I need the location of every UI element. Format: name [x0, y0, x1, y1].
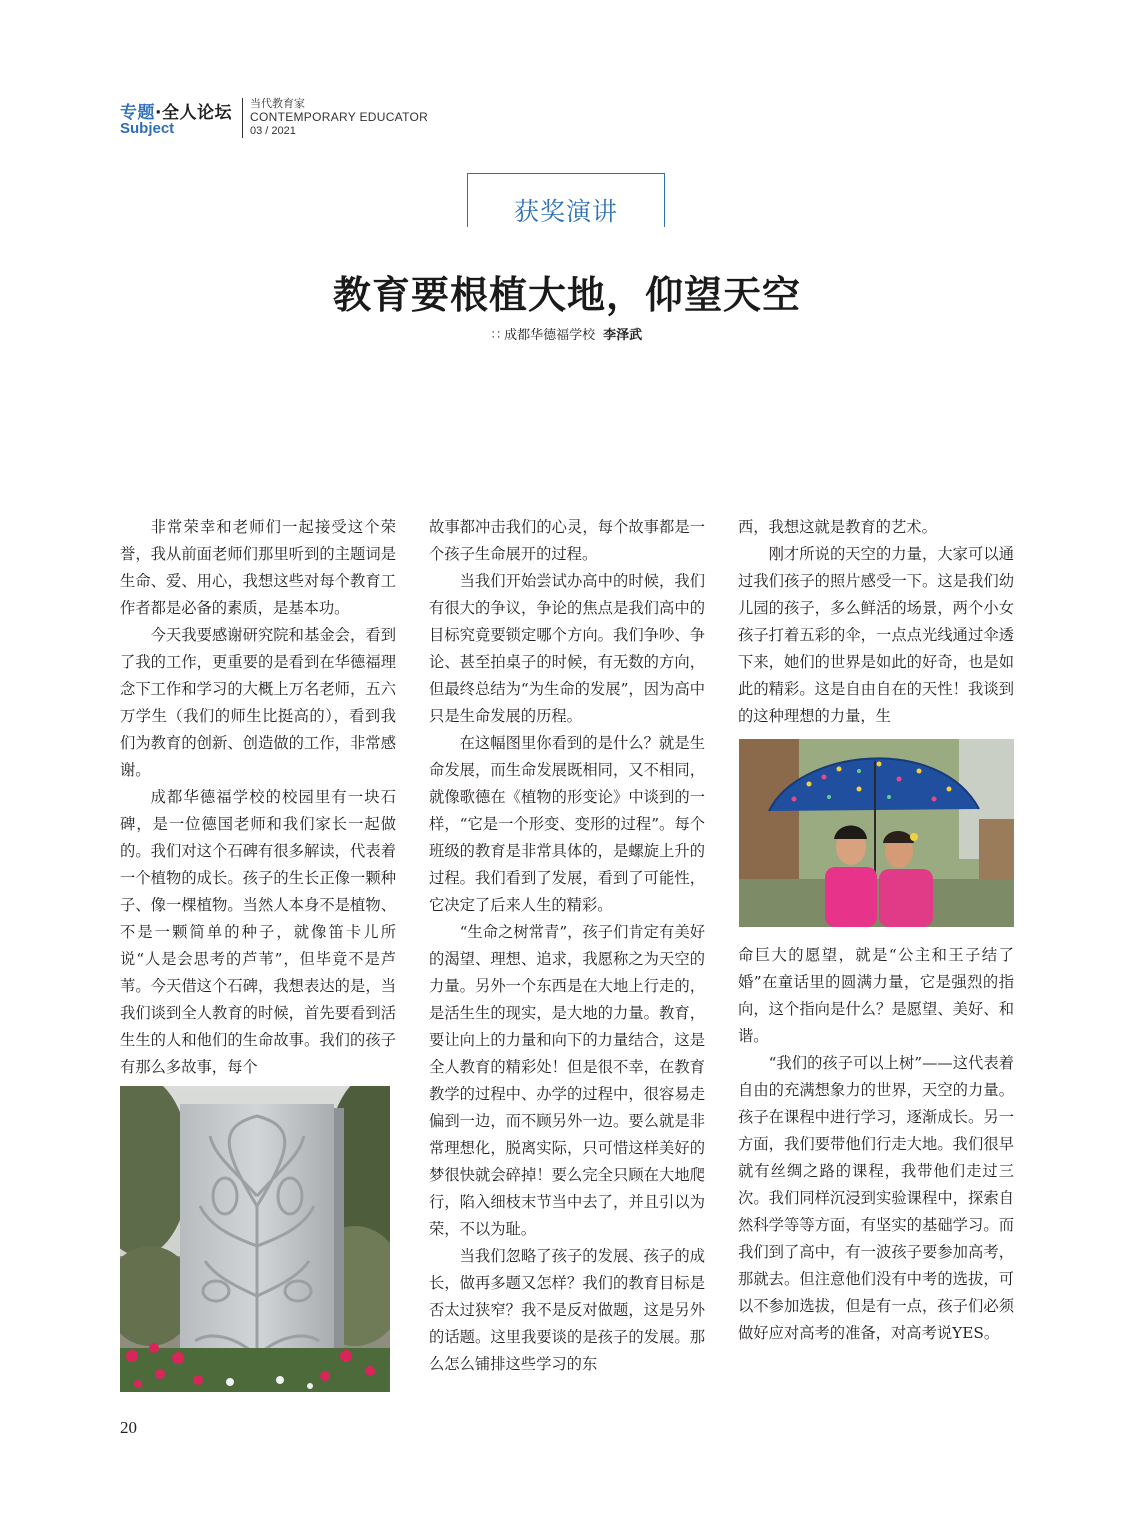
paragraph: 今天我要感谢研究院和基金会，看到了我的工作，更重要的是看到在华德福理念下工作和学习的大概上万名老师，五六万学生（我们的师生比挺高的），看到我们为教育的创新、创造做的工作，非常感谢。: [120, 626, 396, 779]
text-column-3-bottom: [738, 942, 1014, 1347]
header-divider: [242, 98, 243, 138]
byline: [0, 324, 1134, 343]
text-column-2: [429, 514, 705, 1378]
paragraph: 在这幅图里你看到的是什么？就是生命发展，而生命发展既相同，又不相同，就像歌德在《植物的形变论》中谈到的一样，“它是一个形变、变形的过程”。每个班级的教育是非常具体的，是螺旋上升的过程。我们看到了发展，看到了可能性，它决定了后来人生的精彩。: [429, 734, 705, 914]
page-number: 20: [120, 1418, 137, 1437]
children-umbrella-photo: [739, 739, 1014, 927]
paragraph: “我们的孩子可以上树”——这代表着自由的充满想象力的世界，天空的力量。孩子在课程中进行学习，逐渐成长。另一方面，我们要带他们行走大地。我们很早就有丝绸之路的课程，我带他们走过三次。我们同样沉浸到实验课程中，探索自然科学等等方面，有坚实的基础学习。而我们到了高中，有一波孩子要参加高考，那就去。但注意他们没有中考的选拔，可以不参加选拔，但是有一点，孩子们必须做好应对高考的准备，对高考说YES。: [738, 1054, 1014, 1342]
issue-number: 03 / 2021: [250, 125, 296, 137]
paragraph: 当我们忽略了孩子的发展、孩子的成长，做再多题又怎样？我们的教育目标是否太过狭窄？我不是反对做题，这是另外的话题。这里我要谈的是孩子的发展。那么怎么铺排这些学习的东: [429, 1247, 705, 1373]
paragraph: 刚才所说的天空的力量，大家可以通过我们孩子的照片感受一下。这是我们幼儿园的孩子，多么鲜活的场景，两个小女孩子打着五彩的伞，一点点光线通过伞透下来，她们的世界是如此的好奇，也是如此的精彩。这是自由自在的天性！我谈到的这种理想的力量，生: [738, 545, 1014, 725]
byline-author: 李泽武: [603, 328, 643, 343]
column-name-en: Subject: [120, 120, 175, 137]
paragraph: 西，我想这就是教育的艺术。: [738, 518, 937, 536]
section-label: 获奖演讲: [513, 197, 618, 226]
column-name-rest: ·全人论坛: [155, 103, 232, 123]
byline-school: 成都华德福学校: [504, 328, 596, 343]
text-column-3-top: [738, 514, 1014, 730]
magazine-name-cn: 当代教育家: [250, 97, 305, 110]
article-title: 教育要根植大地，仰望天空: [332, 273, 801, 317]
paragraph: 命巨大的愿望，就是“公主和王子结了婚”在童话里的圆满力量，它是强烈的指向，这个指向是什么？是愿望、美好、和谐。: [738, 946, 1014, 1045]
stone-stele-photo: [120, 1086, 390, 1392]
byline-separator: ∷: [491, 328, 501, 343]
column-name-accent: 专题: [120, 103, 155, 123]
text-column-1: [120, 514, 396, 1081]
paragraph: 当我们开始尝试办高中的时候，我们有很大的争议，争论的焦点是我们高中的目标究竟要锁定哪个方向。我们争吵、争论、甚至拍桌子的时候，有无数的方向，但最终总结为“为生命的发展”，因为高中只是生命发展的历程。: [429, 572, 705, 725]
paragraph: 非常荣幸和老师们一起接受这个荣誉，我从前面老师们那里听到的主题词是生命、爱、用心，我想这些对每个教育工作者都是必备的素质，是基本功。: [120, 518, 396, 617]
paragraph: 故事都冲击我们的心灵，每个故事都是一个孩子生命展开的过程。: [429, 518, 705, 563]
paragraph: “生命之树常青”，孩子们肯定有美好的渴望、理想、追求，我愿称之为天空的力量。另外一个东西是在大地上行走的，是活生生的现实，是大地的力量。教育，要让向上的力量和向下的力量结合，这是全人教育的精彩处！但是很不幸，在教育教学的过程中、办学的过程中，很容易走偏到一边，而不顾另外一边。要么就是非常理想化，脱离实际，只可惜这样美好的梦很快就会碎掉！要么完全只顾在大地爬行，陷入细枝末节当中去了，并且引以为荣，不以为耻。: [429, 923, 705, 1238]
paragraph: 成都华德福学校的校园里有一块石碑，是一位德国老师和我们家长一起做的。我们对这个石碑有很多解读，代表着一个植物的成长。孩子的生长正像一颗种子、像一棵植物。当然人本身不是植物、不是一颗简单的种子，就像笛卡儿所说“人是会思考的芦苇”，但毕竟不是芦苇。今天借这个石碑，我想表达的是，当我们谈到全人教育的时候，首先要看到活生生的人和他们的生命故事。我们的孩子有那么多故事，每个: [120, 788, 396, 1076]
magazine-name-en: CONTEMPORARY EDUCATOR: [250, 110, 429, 124]
